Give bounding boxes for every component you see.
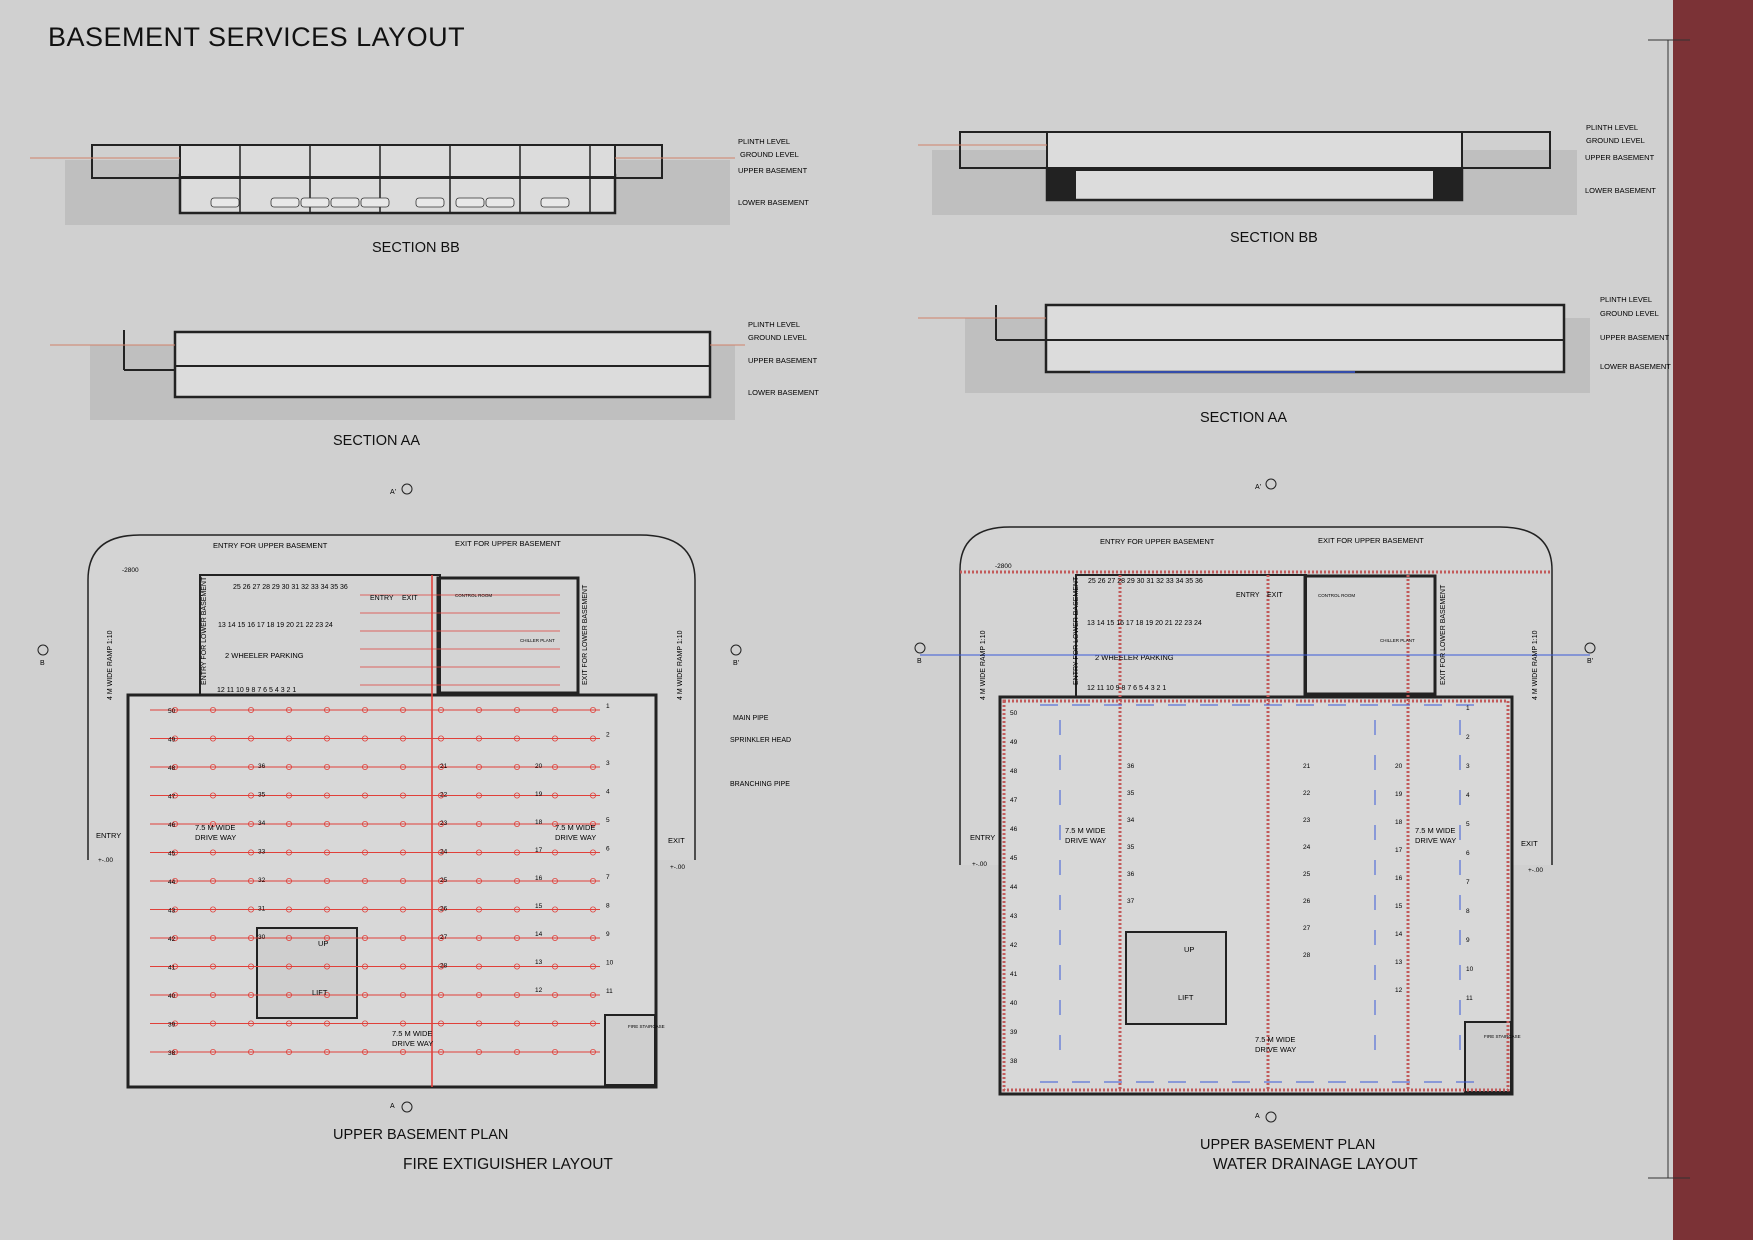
stall-number: 17 xyxy=(535,847,543,854)
stall-number: 20 xyxy=(535,763,543,770)
label-ground: GROUND LEVEL xyxy=(1586,136,1645,145)
stall-number: 6 xyxy=(1466,850,1470,857)
label-driveway: 7.5 M WIDE xyxy=(1415,826,1456,835)
stalls-top: 25 26 27 28 29 30 31 32 33 34 35 36 xyxy=(1088,578,1203,585)
stall-number: 8 xyxy=(1466,908,1470,915)
stall-number: 3 xyxy=(606,760,610,767)
caption-left-plan: UPPER BASEMENT PLAN xyxy=(333,1127,509,1143)
stall-number: 34 xyxy=(1127,817,1135,824)
car xyxy=(456,198,484,207)
label-driveway: 7.5 M WIDE xyxy=(1255,1035,1296,1044)
label-driveway: DRIVE WAY xyxy=(392,1039,434,1048)
label-driveway: 7.5 M WIDE xyxy=(1065,826,1106,835)
stall-number: 10 xyxy=(606,959,614,967)
stall-number: 13 xyxy=(535,959,543,966)
stall-number: 18 xyxy=(535,819,543,826)
stall-number: 35 xyxy=(1127,790,1135,797)
stall-number: 38 xyxy=(1010,1058,1018,1065)
stall-number: 25 xyxy=(1303,871,1311,878)
label-level: -2800 xyxy=(122,567,139,574)
label-chiller: CHILLER PLANT xyxy=(1380,638,1415,643)
stall-number: 38 xyxy=(168,1050,176,1057)
car xyxy=(211,198,239,207)
label-plinth: PLINTH LEVEL xyxy=(1600,295,1653,304)
stall-number: 36 xyxy=(258,763,266,770)
stall-number: 1 xyxy=(606,703,610,710)
stall-number: 43 xyxy=(1010,913,1018,920)
stall-number: 11 xyxy=(606,988,613,995)
stall-number: 18 xyxy=(1395,819,1403,826)
axis-marker xyxy=(731,645,741,655)
car xyxy=(486,198,514,207)
sheet-title: BASEMENT SERVICES LAYOUT xyxy=(48,22,466,52)
stall-number: 36 xyxy=(1127,871,1135,878)
car xyxy=(301,198,329,207)
label-entry: ENTRY xyxy=(1236,592,1260,599)
label-axis: B' xyxy=(733,660,740,667)
stall-number: 13 xyxy=(1395,959,1403,966)
label-driveway: DRIVE WAY xyxy=(1415,836,1457,845)
label-axis: B' xyxy=(1587,658,1594,665)
label-axis: B xyxy=(917,658,922,665)
stall-number: 42 xyxy=(1010,942,1018,949)
stall-number: 39 xyxy=(1010,1029,1018,1036)
stall-number: 9 xyxy=(606,931,610,938)
label-entry-upper: ENTRY FOR UPPER BASEMENT xyxy=(1100,537,1215,546)
stall-number: 42 xyxy=(168,936,176,943)
stall-number: 41 xyxy=(1010,971,1018,978)
stall-number: 45 xyxy=(168,850,176,858)
label-exit-lower: EXIT FOR LOWER BASEMENT xyxy=(582,584,589,685)
axis-marker xyxy=(1585,643,1595,653)
label-control-room: CONTROL ROOM xyxy=(455,593,493,598)
stall-number: 27 xyxy=(440,934,448,941)
stall-number: 9 xyxy=(1466,937,1470,944)
label-exit: EXIT xyxy=(1521,839,1538,848)
stall-number: 16 xyxy=(535,875,543,882)
caption-right-plan: UPPER BASEMENT PLAN xyxy=(1200,1137,1376,1153)
stall-number: 35 xyxy=(1127,844,1135,851)
label-driveway: DRIVE WAY xyxy=(555,833,597,842)
axis-marker xyxy=(402,484,412,494)
label-ground: GROUND LEVEL xyxy=(1600,309,1659,318)
stall-number: 6 xyxy=(606,845,610,853)
stall-number: 14 xyxy=(535,931,543,938)
label-axis: A xyxy=(1255,1113,1260,1120)
car xyxy=(271,198,299,207)
label-level: +-.00 xyxy=(972,861,987,868)
label-lower: LOWER BASEMENT xyxy=(1600,362,1671,371)
label-driveway: DRIVE WAY xyxy=(1255,1045,1297,1054)
stall-number: 12 xyxy=(1395,987,1403,994)
label-chiller: CHILLER PLANT xyxy=(520,638,555,643)
label-exit-upper: EXIT FOR UPPER BASEMENT xyxy=(455,539,561,548)
left-section-bb xyxy=(30,145,735,225)
label-main-pipe: MAIN PIPE xyxy=(733,715,769,722)
stall-number: 22 xyxy=(440,791,448,799)
stall-number: 46 xyxy=(168,822,176,829)
left-plan xyxy=(38,484,791,1112)
label-two-wheeler: 2 WHEELER PARKING xyxy=(1095,653,1174,662)
stall-number: 24 xyxy=(440,848,448,856)
label-driveway: 7.5 M WIDE xyxy=(555,823,596,832)
car xyxy=(541,198,569,207)
caption-right-section-bb: SECTION BB xyxy=(1230,230,1318,246)
stall-number: 44 xyxy=(1010,884,1018,891)
stall-number: 7 xyxy=(1466,879,1470,886)
label-driveway: DRIVE WAY xyxy=(195,833,237,842)
stall-number: 32 xyxy=(258,877,266,884)
axis-marker xyxy=(915,643,925,653)
basement-box xyxy=(175,332,710,397)
stall-number: 12 xyxy=(535,987,543,994)
label-up: UP xyxy=(318,939,329,948)
stall-number: 49 xyxy=(1010,739,1018,746)
caption-left-section-bb: SECTION BB xyxy=(372,240,460,256)
stall-number: 26 xyxy=(440,905,448,913)
label-plinth: PLINTH LEVEL xyxy=(738,137,791,146)
stall-number: 47 xyxy=(1010,797,1018,804)
caption-right-section-aa: SECTION AA xyxy=(1200,410,1288,426)
caption-left-section-aa: SECTION AA xyxy=(333,433,421,449)
stall-number: 43 xyxy=(168,907,176,915)
stall-number: 22 xyxy=(1303,790,1311,797)
stall-number: 11 xyxy=(1466,995,1473,1002)
stall-number: 2 xyxy=(1466,734,1470,741)
stall-number: 36 xyxy=(1127,763,1135,770)
label-entry-upper: ENTRY FOR UPPER BASEMENT xyxy=(213,541,328,550)
label-fire-stair: FIRE STAIRCASE xyxy=(628,1024,665,1029)
label-ramp: 4 M WIDE RAMP 1:10 xyxy=(107,630,114,700)
label-two-wheeler: 2 WHEELER PARKING xyxy=(225,651,304,660)
stall-number: 5 xyxy=(606,817,610,824)
stall-number: 19 xyxy=(535,791,543,798)
label-plinth: PLINTH LEVEL xyxy=(1586,123,1639,132)
label-level: -2800 xyxy=(995,563,1012,570)
stall-number: 48 xyxy=(1010,768,1018,775)
label-control-room: CONTROL ROOM xyxy=(1318,593,1356,598)
caption-right-layout: WATER DRAINAGE LAYOUT xyxy=(1213,1156,1418,1173)
stall-number: 16 xyxy=(1395,875,1403,882)
label-exit: EXIT xyxy=(1267,592,1283,599)
axis-marker xyxy=(402,1102,412,1112)
label-ground: GROUND LEVEL xyxy=(740,150,799,159)
label-lift: LIFT xyxy=(312,988,328,997)
label-ramp: 4 M WIDE RAMP 1:10 xyxy=(1532,630,1539,700)
stall-number: 4 xyxy=(1466,792,1470,799)
car xyxy=(331,198,359,207)
lift-core xyxy=(1126,932,1226,1024)
stall-number: 21 xyxy=(440,763,448,770)
label-upper: UPPER BASEMENT xyxy=(1585,153,1655,162)
left-section-aa xyxy=(50,330,745,420)
stall-number: 44 xyxy=(168,879,176,886)
label-sprinkler: SPRINKLER HEAD xyxy=(730,737,792,744)
label-upper: UPPER BASEMENT xyxy=(748,356,818,365)
stall-number: 33 xyxy=(258,848,266,856)
label-level: +-.00 xyxy=(98,857,113,864)
lower-basement-box xyxy=(1047,168,1462,200)
label-ramp: 4 M WIDE RAMP 1:10 xyxy=(677,630,684,700)
basement-box xyxy=(1046,305,1564,372)
stall-number: 20 xyxy=(1395,763,1403,770)
label-axis: A' xyxy=(390,489,397,496)
label-lower: LOWER BASEMENT xyxy=(748,388,819,397)
stall-number: 35 xyxy=(258,791,266,799)
label-entry-lower: ENTRY FOR LOWER BASEMENT xyxy=(1073,576,1080,685)
stall-number: 1 xyxy=(1466,705,1470,712)
axis-marker xyxy=(1266,1112,1276,1122)
stall-number: 50 xyxy=(1010,710,1018,717)
stall-number: 27 xyxy=(1303,925,1311,932)
axis-marker xyxy=(38,645,48,655)
right-section-aa xyxy=(918,305,1590,393)
stall-number: 8 xyxy=(606,902,610,910)
stall-number: 5 xyxy=(1466,821,1470,828)
stall-number: 34 xyxy=(258,820,266,827)
stalls-mid: 13 14 15 16 17 18 19 20 21 22 23 24 xyxy=(1087,620,1202,627)
right-section-bb xyxy=(918,132,1577,215)
label-entry: ENTRY xyxy=(970,833,996,842)
stall-number: 14 xyxy=(1395,931,1403,938)
stall-number: 4 xyxy=(606,788,610,796)
label-driveway: DRIVE WAY xyxy=(1065,836,1107,845)
stall-number: 28 xyxy=(440,962,448,970)
stall-number: 30 xyxy=(258,934,266,941)
label-driveway: 7.5 M WIDE xyxy=(195,823,236,832)
stall-number: 40 xyxy=(168,993,176,1000)
label-branching: BRANCHING PIPE xyxy=(730,781,790,788)
label-entry-lower: ENTRY FOR LOWER BASEMENT xyxy=(201,576,208,685)
stalls-low: 12 11 10 9 8 7 6 5 4 3 2 1 xyxy=(1087,685,1167,692)
label-upper: UPPER BASEMENT xyxy=(1600,333,1670,342)
label-lower: LOWER BASEMENT xyxy=(738,198,809,207)
stall-number: 26 xyxy=(1303,898,1311,905)
stall-number: 10 xyxy=(1466,966,1474,973)
stall-number: 40 xyxy=(1010,1000,1018,1007)
label-level: +-.00 xyxy=(670,864,685,871)
stall-number: 39 xyxy=(168,1021,176,1029)
label-axis: A xyxy=(390,1103,395,1110)
stalls-mid: 13 14 15 16 17 18 19 20 21 22 23 24 xyxy=(218,622,333,629)
stalls-low: 12 11 10 9 8 7 6 5 4 3 2 1 xyxy=(217,687,297,694)
stall-number: 47 xyxy=(168,793,176,801)
stall-number: 41 xyxy=(168,964,176,972)
stall-number: 15 xyxy=(1395,903,1403,910)
label-ground: GROUND LEVEL xyxy=(748,333,807,342)
stall-number: 24 xyxy=(1303,844,1311,851)
car xyxy=(361,198,389,207)
stall-number: 3 xyxy=(1466,763,1470,770)
label-axis: B xyxy=(40,660,45,667)
label-exit: EXIT xyxy=(402,595,418,602)
label-exit: EXIT xyxy=(668,836,685,845)
label-exit-upper: EXIT FOR UPPER BASEMENT xyxy=(1318,536,1424,545)
label-lower: LOWER BASEMENT xyxy=(1585,186,1656,195)
upper-basement-box xyxy=(1047,132,1462,170)
label-up: UP xyxy=(1184,945,1195,954)
stall-number: 25 xyxy=(440,877,448,884)
stall-number: 48 xyxy=(168,765,176,772)
stall-number: 2 xyxy=(606,731,610,739)
stall-number: 7 xyxy=(606,874,610,881)
stall-number: 21 xyxy=(1303,763,1311,770)
car xyxy=(416,198,444,207)
lift-core xyxy=(257,928,357,1018)
stall-number: 46 xyxy=(1010,826,1018,833)
stall-number: 23 xyxy=(440,820,448,827)
label-entry: ENTRY xyxy=(96,831,122,840)
stall-number: 45 xyxy=(1010,855,1018,862)
label-exit-lower: EXIT FOR LOWER BASEMENT xyxy=(1440,584,1447,685)
stall-number: 28 xyxy=(1303,952,1311,959)
stall-number: 37 xyxy=(1127,898,1135,905)
label-lift: LIFT xyxy=(1178,993,1194,1002)
stall-number: 19 xyxy=(1395,791,1403,798)
tank-block xyxy=(1048,170,1076,199)
label-upper: UPPER BASEMENT xyxy=(738,166,808,175)
label-entry: ENTRY xyxy=(370,595,394,602)
stall-number: 15 xyxy=(535,903,543,910)
stalls-top: 25 26 27 28 29 30 31 32 33 34 35 36 xyxy=(233,584,348,591)
stall-number: 31 xyxy=(258,905,266,913)
stall-number: 17 xyxy=(1395,847,1403,854)
stall-number: 49 xyxy=(168,736,176,744)
label-driveway: 7.5 M WIDE xyxy=(392,1029,433,1038)
label-plinth: PLINTH LEVEL xyxy=(748,320,801,329)
upper-basement-box xyxy=(180,145,615,177)
axis-marker xyxy=(1266,479,1276,489)
label-level: +-.00 xyxy=(1528,867,1543,874)
label-fire-stair: FIRE STAIRCASE xyxy=(1484,1034,1521,1039)
caption-left-layout: FIRE EXTIGUISHER LAYOUT xyxy=(403,1156,613,1173)
label-axis: A' xyxy=(1255,484,1262,491)
stall-number: 23 xyxy=(1303,817,1311,824)
tank-block xyxy=(1433,170,1461,199)
label-ramp: 4 M WIDE RAMP 1:10 xyxy=(980,630,987,700)
stall-number: 50 xyxy=(168,708,176,715)
